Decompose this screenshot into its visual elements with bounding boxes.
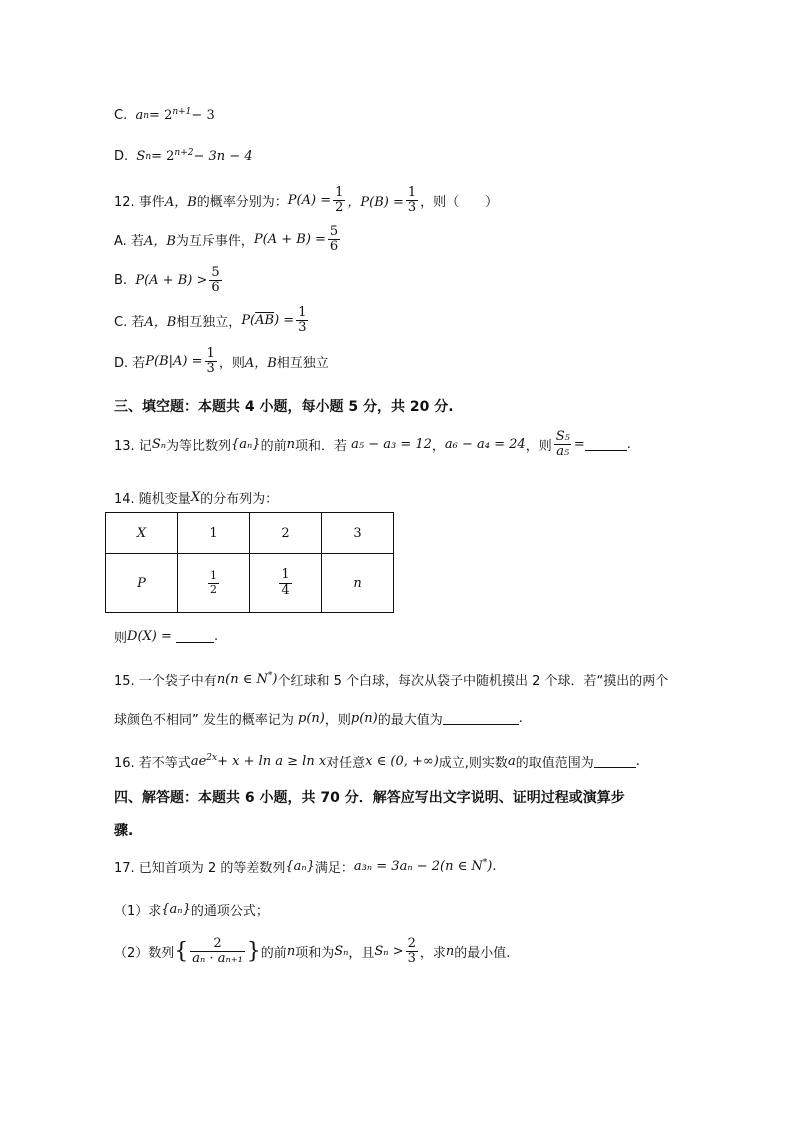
- fraction: $\frac{1}{3}$: [407, 185, 417, 216]
- table-row: P $\frac{1}{2}$ $\frac{1}{4}$ n: [106, 554, 394, 613]
- q12-option-b: B. P(A + B) > $\frac{5}{6}$: [114, 265, 220, 296]
- table-row: X 1 2 3: [106, 513, 394, 554]
- fraction: $\frac{2}{\text{aₙ · aₙ₊₁}}$: [192, 936, 243, 967]
- fraction: $\frac{1}{3}$: [206, 346, 215, 377]
- q12-option-c: C. 若 A，B 相互独立， P( $\overline{AB}$ ) = $\frac{1}{3}$: [114, 305, 307, 336]
- answer-blank[interactable]: [585, 438, 627, 451]
- q12-option-a: A. 若 A，B 为互斥事件， P(A + B) = $\frac{5}{6}$: [114, 224, 339, 255]
- q11-option-d: D. S n = 2 $^{n+2}$ − 3n − 4: [114, 147, 253, 164]
- right-brace: }: [246, 939, 261, 965]
- distribution-table: [105, 512, 394, 613]
- section-3-heading: 三、填空题：本题共 4 小题，每小题 5 分，共 20 分.: [114, 399, 454, 415]
- q12-stem: 12. 事件 A，B 的概率分别为： P(A) = $\frac{1}{2}$ ，P(B) = $\frac{1}{3}$ ，则（ ）: [114, 185, 499, 216]
- fraction: $\frac{1}{4}$: [281, 567, 290, 598]
- q11-option-c: C. a n = 2 $^{n+1}$ − 3: [114, 106, 215, 123]
- section-4-heading-line-2: 骤.: [114, 823, 134, 839]
- fraction: $\frac{1}{2}$: [335, 185, 344, 216]
- option-label: D.: [114, 149, 129, 164]
- option-label: C.: [114, 108, 128, 123]
- section-4-heading-line-1: 四、解答题：本题共 6 小题，共 70 分．解答应写出文字说明、证明过程或演算步: [114, 790, 625, 806]
- fraction: $\frac{\text{S₅}}{\text{a₅}}$: [555, 429, 570, 460]
- answer-blank[interactable]: [594, 755, 636, 768]
- q17-part-2: （2）数列 { $\frac{2}{\text{aₙ · aₙ₊₁}}$ } 的前 n 项和为 Sₙ ，且 Sₙ > $\frac{2}{3}$ ，求 n 的最小值.: [114, 936, 511, 967]
- fraction: $\frac{1}{3}$: [298, 305, 307, 336]
- q12-option-d: D. 若 P(B|A) = $\frac{1}{3}$ ，则 A，B 相互独立: [114, 346, 329, 377]
- answer-blank[interactable]: [176, 630, 214, 643]
- q17-part-1: （1）求 {aₙ} 的通项公式；: [114, 902, 269, 919]
- fraction: $\frac{1}{2}$: [210, 569, 217, 596]
- q15-line-1: 15. 一个袋子中有 n(n ∈ N * ) 个红球和 5 个白球，每次从袋子中随机摸出 2 个球．若“摸出的两个: [114, 670, 669, 689]
- answer-blank[interactable]: [443, 712, 519, 725]
- q17-stem: 17. 已知首项为 2 的等差数列 {aₙ} 满足： a₃ₙ = 3aₙ − 2 (n ∈ N * ) .: [114, 857, 497, 876]
- q13: 13. 记 Sₙ 为等比数列 {aₙ} 的前 n 项和．若 a₅ − a₃ = 12 ， a₆ − a₄ = 24 ，则 $\frac{\text{S₅}}{\text{a₅}}$ = .: [114, 429, 631, 460]
- q14-question: 则 D(X) = .: [114, 629, 219, 646]
- q14-stem: 14. 随机变量 X 的分布列为：: [114, 490, 279, 507]
- left-brace: {: [174, 939, 189, 965]
- q16: 16. 若不等式 ae $^{2x}$ + x + ln a ≥ ln x 对任意 x ∈ (0, +∞) 成立,则实数 a 的取值范围为 .: [114, 752, 640, 771]
- fraction: $\frac{2}{3}$: [407, 936, 416, 967]
- fraction: $\frac{5}{6}$: [329, 224, 339, 255]
- q15-line-2: 球颜色不相同” 发生的概率记为 p(n) ，则 p(n) 的最大值为 .: [114, 711, 523, 728]
- fraction: $\frac{5}{6}$: [211, 265, 220, 296]
